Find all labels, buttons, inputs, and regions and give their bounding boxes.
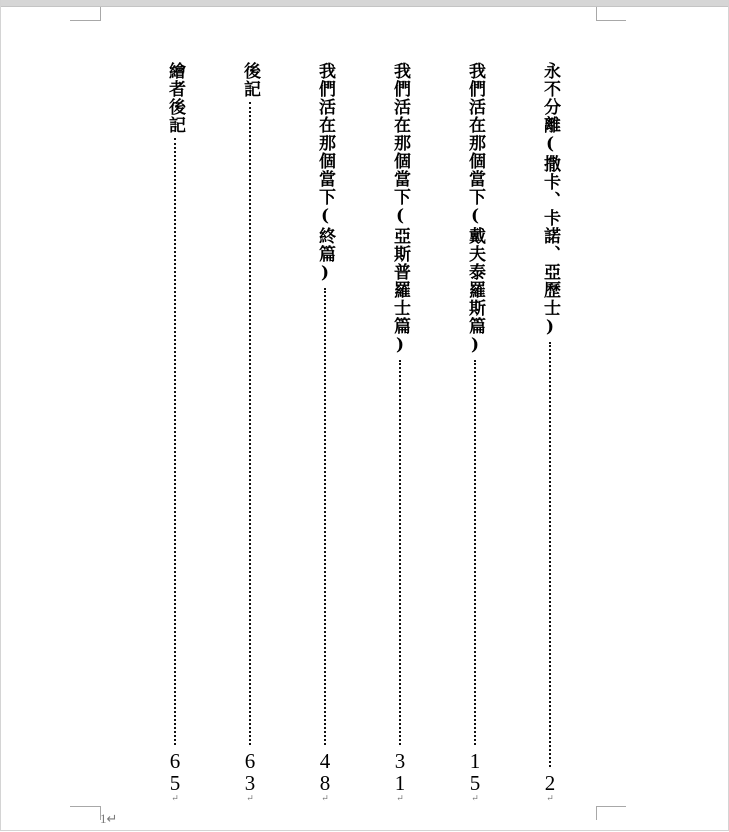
paragraph-mark: ↵	[321, 794, 329, 804]
paragraph-mark: ↵	[171, 794, 179, 804]
toc-dot-leader	[324, 288, 326, 745]
crop-mark-top-left-v	[100, 7, 101, 21]
crop-mark-top-left-h	[70, 20, 100, 21]
toc-entry[interactable]	[163, 62, 187, 804]
toc-entry[interactable]	[538, 62, 562, 804]
crop-mark-bottom-left-h	[70, 806, 100, 807]
toc-entry-title: 繪者後記	[165, 62, 185, 134]
toc-entry[interactable]	[238, 62, 262, 804]
toc-dot-leader	[474, 360, 476, 745]
toc-dot-leader	[399, 360, 401, 745]
toc-entry[interactable]	[463, 62, 487, 804]
toc-dot-leader	[174, 138, 176, 745]
crop-mark-bottom-right-v	[596, 806, 597, 820]
toc-entry-page: 31	[388, 749, 412, 793]
toc-entry-title: 後記	[240, 62, 260, 98]
toc-dot-leader	[249, 102, 251, 745]
crop-mark-bottom-right-h	[596, 806, 626, 807]
toc-entry-page: 2	[538, 771, 562, 793]
toc-entry-title: 我們活在那個當下(亞斯普羅士篇)	[390, 62, 410, 356]
toc-entry-page: 63	[238, 749, 262, 793]
paragraph-mark: ↵	[246, 794, 254, 804]
crop-mark-top-right-h	[596, 20, 626, 21]
toc-entry-title: 我們活在那個當下(終篇)	[315, 62, 335, 284]
toc-dot-leader	[549, 342, 551, 767]
toc-entry-title: 永不分離(撒卡、卡諾、亞歷士)	[540, 62, 560, 338]
crop-mark-top-right-v	[596, 7, 597, 21]
paragraph-mark: ↵	[396, 794, 404, 804]
toc-entry[interactable]	[388, 62, 412, 804]
toc-entry-page: 15	[463, 749, 487, 793]
footer-page-number: 1↵	[100, 811, 118, 826]
paragraph-mark: ↵	[546, 794, 554, 804]
toc-entry-page: 65	[163, 749, 187, 793]
toc-entry-page: 48	[313, 749, 337, 793]
toc-entry[interactable]	[313, 62, 337, 804]
toc-entry-title: 我們活在那個當下(戴夫泰羅斯篇)	[465, 62, 485, 356]
paragraph-mark: ↵	[471, 794, 479, 804]
